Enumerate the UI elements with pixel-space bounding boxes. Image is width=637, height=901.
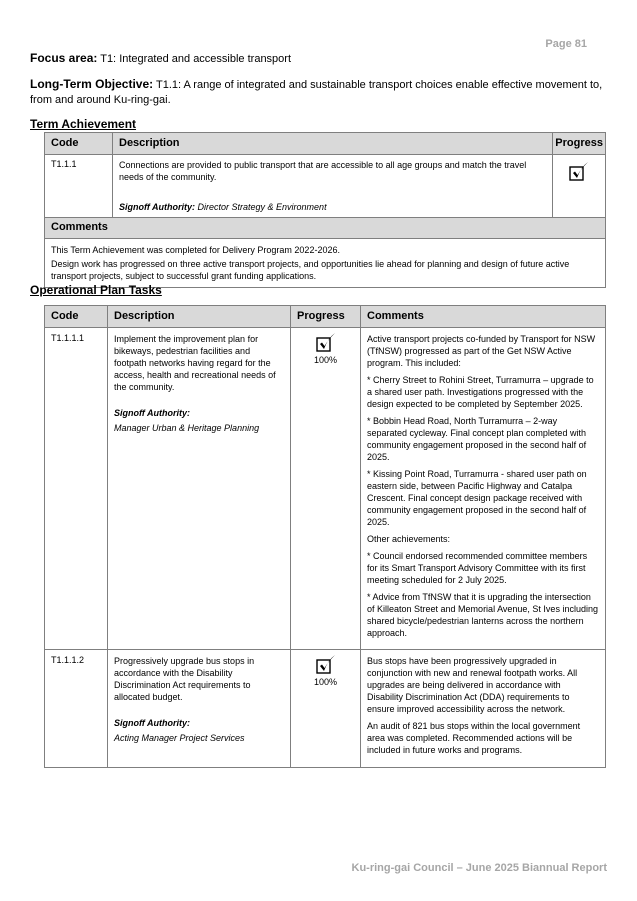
task-comment: * Kissing Point Road, Turramurra - shared user path on eastern side, between Pacific Highway and Catalpa Crescent. Final concept design package received with community engagement proposed in the second half of 2025. bbox=[367, 469, 587, 527]
operational-plan-title: Operational Plan Tasks bbox=[30, 283, 162, 297]
progress-percent: 100% bbox=[313, 677, 338, 687]
task-description-cell bbox=[108, 650, 291, 768]
term-description-cell bbox=[113, 155, 553, 218]
task-code: T1.1.1.1 bbox=[45, 328, 108, 650]
checkbox-ticked-icon bbox=[315, 332, 337, 354]
task-comment: Bus stops have been progressively upgraded in conjunction with new and renewal footpath works. All upgrades are being delivered in accordance with Disability Discrimination Act (DDA) requirements to ensure improved accessibility across the network. bbox=[367, 656, 578, 714]
task-description: Progressively upgrade bus stops in accordance with the Disability Discrimination Act requirements to allocated budget. bbox=[114, 656, 255, 702]
signoff-name: Acting Manager Project Services bbox=[114, 733, 245, 743]
term-comment: This Term Achievement was completed for Delivery Program 2022-2026. bbox=[51, 245, 340, 255]
term-achievement-table bbox=[44, 132, 606, 288]
task-comments bbox=[361, 328, 606, 650]
col-description: Description bbox=[108, 306, 291, 328]
task-description-cell bbox=[108, 328, 291, 650]
term-comment: Design work has progressed on three active transport projects, and opportunities lie ahead for planning and design of future active transport projects, subject to successful grant funding applications. bbox=[51, 259, 570, 281]
term-achievement-title: Term Achievement bbox=[30, 117, 137, 131]
focus-area bbox=[30, 51, 291, 65]
objective-code: T1.1: bbox=[155, 79, 182, 91]
report-footer: Ku-ring-gai Council – June 2025 Biannual Report bbox=[351, 862, 607, 874]
long-term-objective bbox=[30, 77, 605, 108]
checkbox-ticked-icon bbox=[315, 654, 337, 676]
task-comment: * Council endorsed recommended committee members for its Smart Transport Advisory Committee with its first meeting scheduled for 2 July 2025. bbox=[367, 551, 588, 585]
col-description: Description bbox=[113, 133, 553, 155]
term-signoff: Director Strategy & Environment bbox=[197, 202, 327, 212]
table-row bbox=[45, 650, 606, 768]
col-comments: Comments bbox=[361, 306, 606, 328]
focus-text: Integrated and accessible transport bbox=[119, 53, 292, 65]
col-code: Code bbox=[45, 306, 108, 328]
task-comment: * Cherry Street to Rohini Street, Turramurra – upgrade to a shared user path. Investigations progressed with the design expected to be completed by September 2025. bbox=[367, 375, 594, 409]
col-progress: Progress bbox=[291, 306, 361, 328]
objective-text: A range of integrated and sustainable transport choices enable effective movement to, from and around Ku-ring-gai. bbox=[30, 79, 603, 106]
task-progress-cell bbox=[291, 650, 361, 768]
term-progress-cell bbox=[553, 155, 606, 218]
col-code: Code bbox=[45, 133, 113, 155]
comments-header: Comments bbox=[45, 218, 606, 239]
term-code: T1.1.1 bbox=[45, 155, 113, 218]
task-comments bbox=[361, 650, 606, 768]
progress-percent: 100% bbox=[313, 355, 338, 365]
term-signoff-label: Signoff Authority: bbox=[119, 202, 195, 212]
page-number: Page 81 bbox=[545, 38, 587, 50]
task-comment: Active transport projects co-funded by Transport for NSW (TfNSW) progressed as part of the Get NSW Active program. This included: bbox=[367, 334, 596, 368]
task-comment: An audit of 821 bus stops within the local government area was completed. Recommended actions will be included in future works and programs. bbox=[367, 721, 581, 755]
task-code: T1.1.1.2 bbox=[45, 650, 108, 768]
task-comment: * Advice from TfNSW that it is upgrading the intersection of Killeaton Street and Memorial Avenue, St Ives including shared bicycle/pedestrian lanterns across the northern approach. bbox=[367, 592, 598, 638]
operational-plan-table bbox=[44, 305, 606, 768]
task-comment: Other achievements: bbox=[367, 534, 451, 544]
col-progress: Progress bbox=[553, 133, 606, 155]
signoff-label: Signoff Authority: bbox=[114, 408, 190, 418]
task-description: Implement the improvement plan for bikeways, pedestrian facilities and footpath networks having regard for the access, health and recreational needs of the community. bbox=[114, 334, 276, 392]
term-comments bbox=[45, 239, 606, 288]
focus-label: Focus area: bbox=[30, 51, 98, 65]
table-row bbox=[45, 328, 606, 650]
signoff-label: Signoff Authority: bbox=[114, 718, 190, 728]
checkbox-ticked-icon bbox=[568, 161, 590, 183]
term-description: Connections are provided to public transport that are accessible to all age groups and match the travel needs of the community. bbox=[119, 160, 527, 182]
objective-label: Long-Term Objective: bbox=[30, 77, 154, 91]
focus-code: T1: bbox=[100, 53, 117, 65]
task-comment: * Bobbin Head Road, North Turramurra – 2-way separated cycleway. Final concept plan completed with community engagement proposed in the second half of 2025. bbox=[367, 416, 587, 462]
task-progress-cell bbox=[291, 328, 361, 650]
signoff-name: Manager Urban & Heritage Planning bbox=[114, 423, 260, 433]
